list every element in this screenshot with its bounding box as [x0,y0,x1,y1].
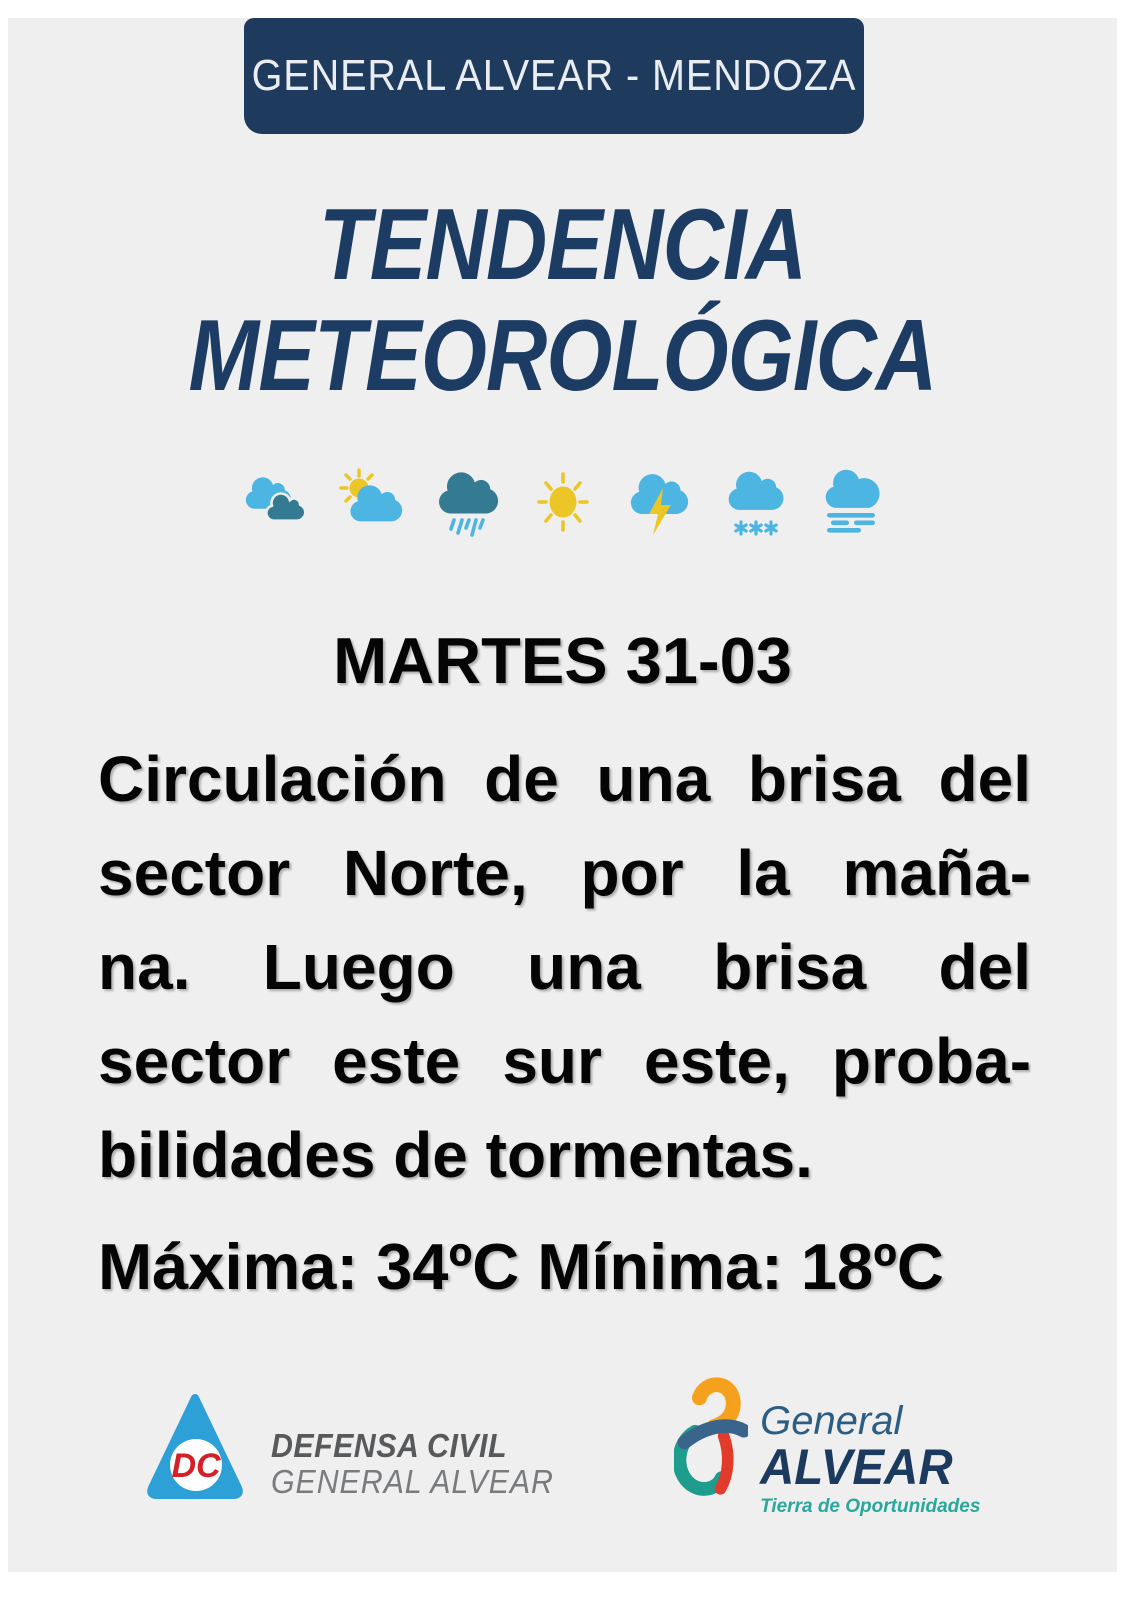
defensa-civil-initials: DC [171,1447,221,1485]
storm-icon [625,464,693,540]
forecast-line: Circulación de una brisa del [98,743,1031,815]
general-alvear-name: ALVEAR [760,1439,953,1495]
location-banner [244,18,864,134]
forecast-line: sector este sur este, proba- [98,1025,1031,1097]
page-title-line2: METEOROLÓGICA [188,300,937,412]
page-title-line1: TENDENCIA [318,189,807,301]
day-heading: MARTES 31-03 [333,624,792,697]
weather-icons-row [8,464,1117,540]
forecast-paragraph [8,732,1117,1202]
sun-icon [529,464,597,540]
general-alvear-tagline: Tierra de Oportunidades [760,1496,981,1517]
clouds-icon [241,464,309,540]
general-alvear-logo [674,1372,980,1522]
general-alvear-text [760,1400,980,1522]
defensa-civil-text [271,1428,578,1500]
fog-icon [817,464,885,540]
defensa-civil-triangle-icon [145,1391,245,1503]
rain-icon [433,464,501,540]
forecast-line: bilidades de tormentas. [98,1119,813,1191]
defensa-civil-subname: GENERAL ALVEAR [270,1463,554,1500]
defensa-civil-logo [145,1391,578,1503]
forecast-line: na. Luego una brisa del [98,931,1031,1003]
weather-poster [8,18,1117,1572]
general-alvear-mark-icon [674,1372,748,1502]
temperatures-line: Máxima: 34ºC Mínima: 18ºC [98,1230,944,1303]
general-alvear-top: General [760,1399,903,1443]
sun-behind-cloud-icon [337,464,405,540]
page-title [8,190,1117,412]
footer-logos [8,1372,1117,1522]
defensa-civil-name: DEFENSA CIVIL [270,1427,507,1464]
snow-icon [721,464,789,540]
forecast-line: sector Norte, por la maña- [98,837,1031,909]
location-banner-text: GENERAL ALVEAR - MENDOZA [251,51,857,100]
